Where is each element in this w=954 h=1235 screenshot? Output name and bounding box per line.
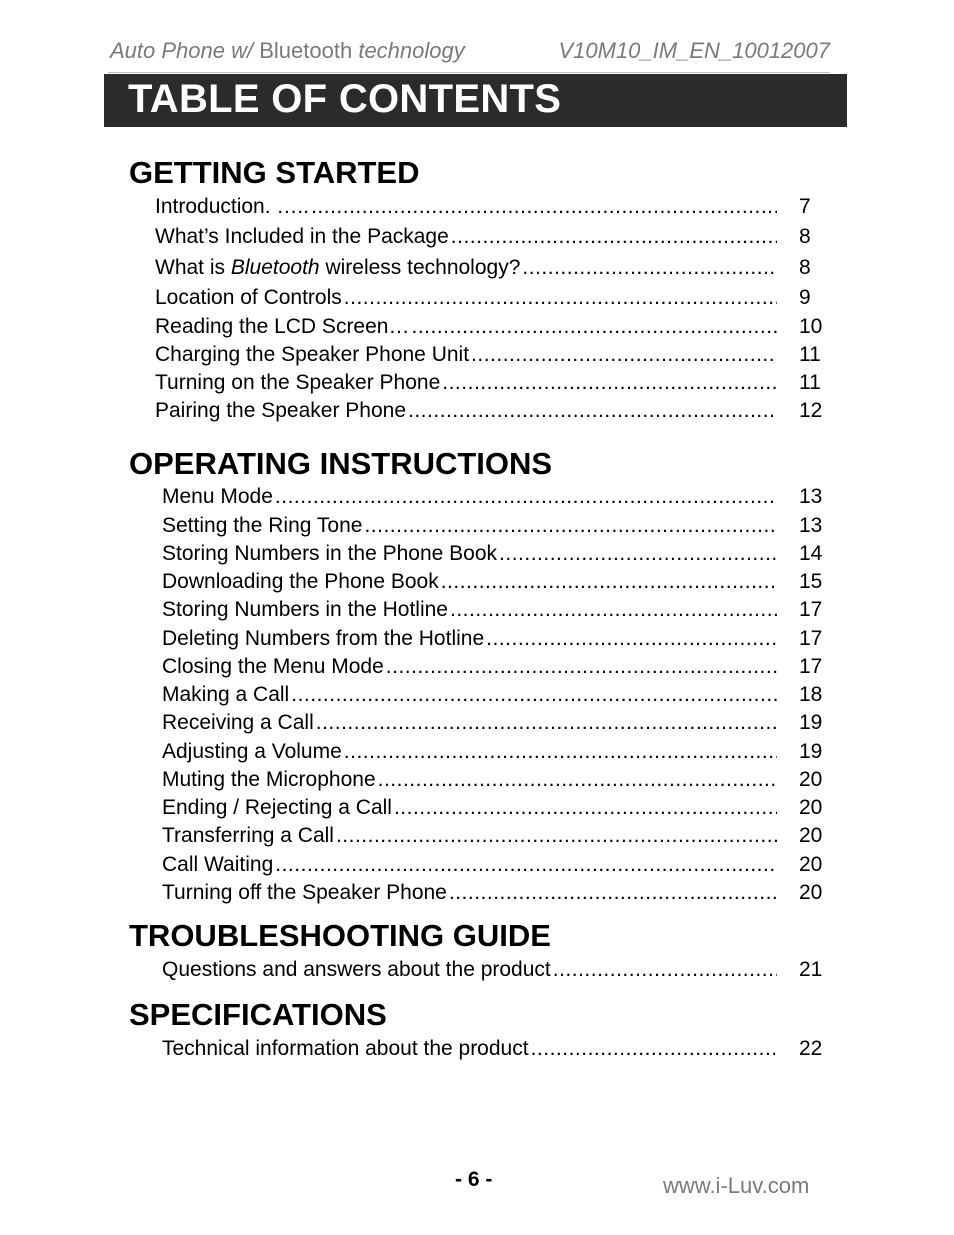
- toc-page-number: 19: [799, 711, 823, 734]
- toc-entry[interactable]: [155, 313, 777, 341]
- leader-dots: [522, 254, 777, 282]
- toc-page-number: 8: [799, 256, 811, 279]
- leader-dots: [275, 483, 777, 511]
- toc-page-number: 7: [799, 195, 811, 218]
- toc-entry-label: Call Waiting: [162, 853, 274, 876]
- toc-entry[interactable]: [162, 738, 777, 766]
- toc-entry-label: Charging the Speaker Phone Unit: [155, 343, 470, 366]
- toc-entry[interactable]: [162, 483, 777, 511]
- toc-page-number: 21: [799, 958, 823, 981]
- toc-page-number: 13: [799, 485, 823, 508]
- section-heading-getting-started: GETTING STARTED: [129, 155, 420, 190]
- toc-entry[interactable]: [155, 254, 777, 282]
- toc-entry-label: Receiving a Call: [162, 711, 314, 734]
- leader-dots: [378, 766, 777, 794]
- toc-entry[interactable]: [162, 851, 777, 879]
- leader-dots: [364, 512, 777, 540]
- header-divider: [108, 72, 830, 73]
- toc-entry-label: Reading the LCD Screen…: [155, 315, 410, 338]
- toc-entry-label: Turning on the Speaker Phone: [155, 371, 441, 394]
- toc-page-number: 20: [799, 796, 823, 819]
- leader-dots: [394, 794, 777, 822]
- toc-entry-label: Questions and answers about the product: [162, 958, 551, 981]
- toc-entry[interactable]: [162, 766, 777, 794]
- toc-page-number: 14: [799, 542, 823, 565]
- toc-page-number: 17: [799, 627, 823, 650]
- section-heading-troubleshooting-guide: TROUBLESHOOTING GUIDE: [129, 918, 551, 953]
- running-header: [108, 36, 830, 72]
- leader-dots: [344, 284, 777, 312]
- section-heading-operating-instructions: OPERATING INSTRUCTIONS: [129, 446, 553, 481]
- leader-dots: [411, 313, 777, 341]
- page-title: TABLE OF CONTENTS: [128, 77, 562, 121]
- leader-dots: [449, 879, 777, 907]
- header-product-name: Auto Phone w/ Bluetooth technology: [110, 38, 465, 63]
- toc-page-number: 8: [799, 225, 811, 248]
- leader-dots: [450, 596, 777, 624]
- toc-entry-label: Menu Mode: [162, 485, 273, 508]
- leader-dots: [442, 369, 777, 397]
- toc-entry-label: Turning off the Speaker Phone: [162, 881, 447, 904]
- leader-dots: [316, 709, 777, 737]
- toc-entry[interactable]: [155, 369, 777, 397]
- leader-dots: [486, 625, 777, 653]
- toc-page-number: 17: [799, 655, 823, 678]
- toc-entry[interactable]: [162, 568, 777, 596]
- toc-entry[interactable]: [162, 879, 777, 907]
- leader-dots: [311, 193, 777, 221]
- leader-dots: [451, 223, 777, 251]
- leader-dots: [531, 1035, 777, 1063]
- toc-entry[interactable]: [162, 822, 777, 850]
- toc-entry-label: Storing Numbers in the Phone Book: [162, 542, 498, 565]
- toc-entry-label: Storing Numbers in the Hotline: [162, 598, 448, 621]
- toc-entry-label: Closing the Menu Mode: [162, 655, 384, 678]
- section-heading-specifications: SPECIFICATIONS: [129, 997, 387, 1032]
- leader-dots: [336, 822, 777, 850]
- toc-page-number: 12: [799, 399, 823, 422]
- toc-entry[interactable]: [162, 956, 777, 984]
- leader-dots: [553, 956, 777, 984]
- toc-entry-label: Transferring a Call: [162, 824, 334, 847]
- toc-entry[interactable]: [162, 653, 777, 681]
- toc-entry[interactable]: [162, 709, 777, 737]
- toc-entry-label: Adjusting a Volume: [162, 740, 342, 763]
- toc-entry-label: Pairing the Speaker Phone: [155, 399, 407, 422]
- toc-page-number: 20: [799, 824, 823, 847]
- toc-entry[interactable]: [162, 540, 777, 568]
- toc-entry[interactable]: [155, 193, 777, 221]
- toc-entry-label: What is Bluetooth wireless technology?: [155, 256, 521, 279]
- toc-entry-label: Making a Call: [162, 683, 290, 706]
- title-banner: [104, 74, 847, 127]
- toc-entry-label: Technical information about the product: [162, 1037, 529, 1060]
- leader-dots: [386, 653, 777, 681]
- toc-entry[interactable]: [155, 341, 777, 369]
- toc-page-number: 18: [799, 683, 823, 706]
- toc-entry[interactable]: [162, 625, 777, 653]
- toc-page-number: 22: [799, 1037, 823, 1060]
- toc-page-number: 13: [799, 514, 823, 537]
- toc-entry[interactable]: [162, 512, 777, 540]
- website-url[interactable]: www.i-Luv.com: [663, 1173, 810, 1198]
- toc-page-number: 11: [799, 343, 821, 366]
- toc-entry-label: Deleting Numbers from the Hotline: [162, 627, 485, 650]
- toc-page-number: 11: [799, 371, 821, 394]
- leader-dots: [408, 397, 777, 425]
- leader-dots: [499, 540, 777, 568]
- toc-entry[interactable]: [162, 596, 777, 624]
- toc-entry-label: Downloading the Phone Book: [162, 570, 439, 593]
- toc-page-number: 20: [799, 768, 823, 791]
- leader-dots: [291, 681, 777, 709]
- toc-page-number: 10: [799, 315, 823, 338]
- toc-page-number: 17: [799, 598, 823, 621]
- toc-entry[interactable]: [162, 681, 777, 709]
- toc-entry-label: Location of Controls: [155, 286, 342, 309]
- toc-entry[interactable]: [155, 397, 777, 425]
- leader-dots: [471, 341, 777, 369]
- toc-page-number: 20: [799, 881, 823, 904]
- toc-entry-label: Introduction. …..: [155, 195, 310, 218]
- toc-page-number: 15: [799, 570, 823, 593]
- toc-page-number: 9: [799, 286, 811, 309]
- toc-entry[interactable]: [162, 1035, 777, 1063]
- toc-entry[interactable]: [155, 284, 777, 312]
- header-doc-code: V10M10_IM_EN_10012007: [558, 38, 830, 63]
- toc-entry[interactable]: [162, 794, 777, 822]
- toc-page-number: 19: [799, 740, 823, 763]
- toc-entry-label: What’s Included in the Package: [155, 225, 449, 248]
- toc-entry[interactable]: [155, 223, 777, 251]
- toc-entry-label: Muting the Microphone: [162, 768, 376, 791]
- toc-page-number: 20: [799, 853, 823, 876]
- leader-dots: [344, 738, 777, 766]
- leader-dots: [275, 851, 777, 879]
- page-number-footer: - 6 -: [455, 1168, 493, 1191]
- toc-entry-label: Ending / Rejecting a Call: [162, 796, 392, 819]
- toc-entry-label: Setting the Ring Tone: [162, 514, 363, 537]
- leader-dots: [441, 568, 777, 596]
